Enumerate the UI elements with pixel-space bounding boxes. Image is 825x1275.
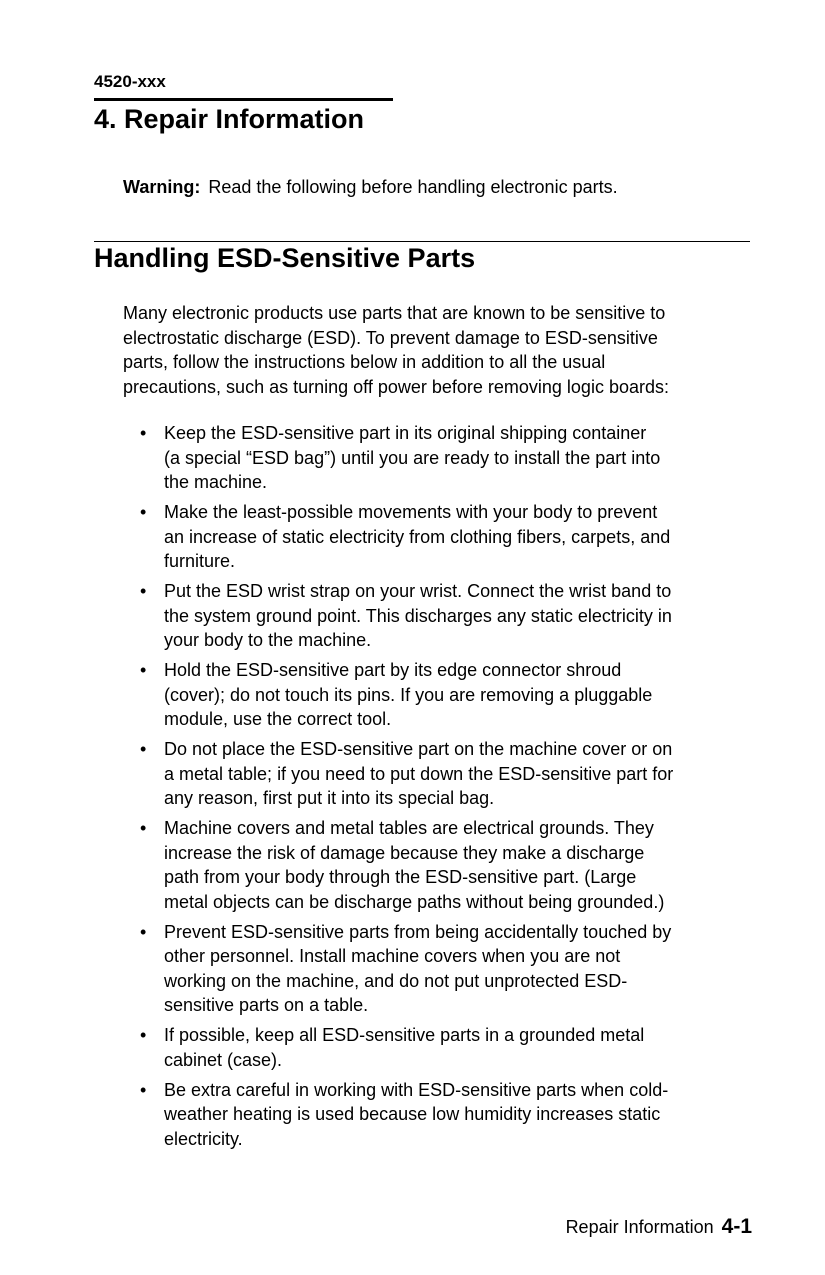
list-item [123, 579, 758, 653]
model-number: 4520-xxx [94, 72, 166, 91]
esd-precautions-list [123, 421, 758, 1157]
list-item-line: Make the least-possible movements with your body to prevent [164, 502, 658, 522]
list-item-line: If possible, keep all ESD-sensitive parts in a grounded metal [164, 1025, 645, 1045]
bullet-icon: • [140, 1025, 147, 1045]
list-item-line: any reason, first put it into its special bag. [164, 788, 495, 808]
bullet-icon: • [140, 739, 147, 759]
list-item-line: an increase of static electricity from clothing fibers, carpets, and [164, 526, 671, 547]
list-item-line: electricity. [164, 1128, 243, 1149]
intro-line: parts, follow the instructions below in addition to all the usual [123, 352, 606, 372]
list-item-line: metal objects can be discharge paths without being grounded.) [164, 891, 665, 912]
list-item-line: the system ground point. This discharges any static electricity in [164, 605, 672, 626]
list-item [123, 920, 758, 1018]
list-item-line: module, use the correct tool. [164, 709, 392, 729]
list-item-line: Hold the ESD-sensitive part by its edge connector shroud [164, 660, 622, 680]
list-item-line: weather heating is used because low humidity increases static [164, 1104, 661, 1124]
chapter-title: 4. Repair Information [94, 104, 365, 134]
list-item-line: Machine covers and metal tables are electrical grounds. They [164, 818, 654, 838]
bullet-icon: • [140, 660, 147, 680]
bullet-icon: • [140, 502, 147, 522]
list-item-line: (cover); do not touch its pins. If you are removing a pluggable [164, 684, 653, 705]
list-item [123, 816, 758, 914]
list-item [123, 1078, 758, 1152]
intro-paragraph [123, 301, 758, 399]
list-item-line: your body to the machine. [164, 630, 372, 650]
warning-label: Warning: [123, 177, 201, 197]
list-item-line: working on the machine, and do not put unprotected ESD- [164, 970, 628, 991]
list-item-line: Do not place the ESD-sensitive part on the machine cover or on [164, 739, 673, 759]
list-item-line: sensitive parts on a table. [164, 995, 369, 1015]
page-number: 4-1 [721, 1215, 752, 1238]
bullet-icon: • [140, 581, 147, 601]
bullet-icon: • [140, 921, 147, 942]
bullet-icon: • [140, 1079, 147, 1100]
list-item-line: cabinet (case). [164, 1049, 283, 1070]
list-item-line: the machine. [164, 472, 268, 492]
list-item-line: Be extra careful in working with ESD-sensitive parts when cold- [164, 1079, 669, 1100]
list-item-line: Put the ESD wrist strap on your wrist. Connect the wrist band to [164, 581, 672, 601]
list-item-line: Prevent ESD-sensitive parts from being accidentally touched by [164, 921, 672, 942]
list-item-line: (a special “ESD bag”) until you are ready to install the part into [164, 447, 661, 468]
section-rule [94, 241, 750, 242]
list-item [123, 421, 758, 495]
intro-line: electrostatic discharge (ESD). To prevent damage to ESD-sensitive [123, 327, 658, 348]
chapter-rule [94, 98, 393, 101]
list-item-line: Keep the ESD-sensitive part in its original shipping container [164, 423, 647, 443]
warning-text: Read the following before handling electronic parts. [208, 177, 618, 197]
page-footer [566, 1215, 752, 1239]
list-item [123, 500, 758, 574]
intro-line: Many electronic products use parts that are known to be sensitive to [123, 303, 666, 323]
intro-line: precautions, such as turning off power before removing logic boards: [123, 376, 669, 397]
list-item-line: furniture. [164, 551, 236, 571]
list-item-line: increase the risk of damage because they make a discharge [164, 842, 645, 863]
list-item [123, 1023, 758, 1072]
list-item-line: path from your body through the ESD-sensitive part. (Large [164, 867, 637, 887]
bullet-icon: • [140, 423, 147, 443]
list-item [123, 737, 758, 811]
bullet-icon: • [140, 818, 147, 838]
section-title: Handling ESD-Sensitive Parts [94, 243, 476, 273]
list-item-line: a metal table; if you need to put down the ESD-sensitive part for [164, 763, 674, 784]
list-item [123, 658, 758, 732]
list-item-line: other personnel. Install machine covers when you are not [164, 946, 621, 966]
warning-note [123, 177, 618, 198]
footer-section-name: Repair Information [565, 1217, 714, 1237]
